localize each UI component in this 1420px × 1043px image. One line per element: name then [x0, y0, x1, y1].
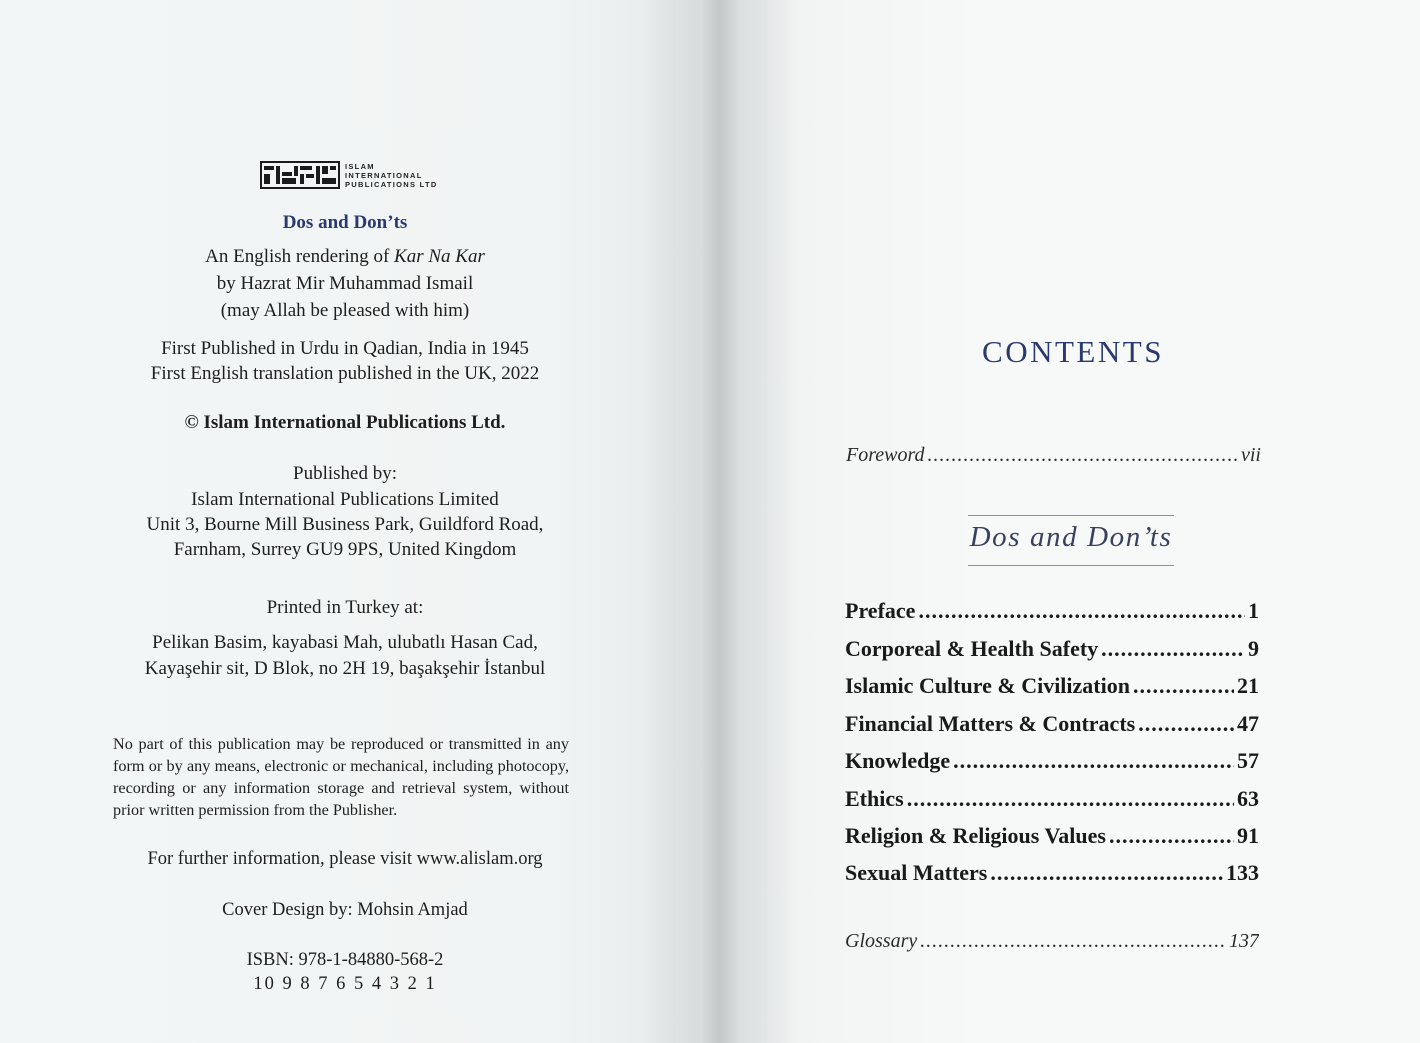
toc-entry-title: Corporeal & Health Safety — [845, 636, 1099, 661]
further-info: For further information, please visit www.alislam.org — [147, 849, 543, 869]
toc-entry-title: Financial Matters & Contracts — [845, 711, 1136, 736]
publisher-address-line: Farnham, Surrey GU9 9PS, United Kingdom — [173, 539, 517, 560]
dot-leader — [1109, 823, 1234, 849]
toc-entry-title: Preface — [845, 598, 916, 623]
dot-leader — [953, 748, 1234, 774]
publication-line: First English translation published in the UK, 2022 — [150, 363, 540, 384]
isbn: ISBN: 978-1-84880-568-2 — [246, 950, 444, 970]
dot-leader — [1133, 673, 1234, 699]
contents-heading: CONTENTS — [982, 334, 1164, 369]
toc-entry-page: 91 — [1237, 823, 1259, 848]
dot-leader — [1138, 711, 1234, 737]
toc-entry-page: 1 — [1248, 598, 1259, 623]
toc-entry-title: Knowledge — [845, 748, 951, 773]
subtitle-line: by Hazrat Mir Muhammad Ismail — [216, 273, 474, 294]
copyright-notice: © Islam International Publications Ltd. — [184, 412, 506, 433]
toc-entry-page: 133 — [1226, 860, 1259, 885]
logo-line: ISLAM — [345, 161, 375, 171]
printer-address-line: Pelikan Basim, kayabasi Mah, ulubatlı Hasan Cad, — [152, 632, 538, 653]
toc-entry-page: 57 — [1237, 748, 1259, 773]
work-title-italic: Kar Na Kar — [394, 246, 485, 267]
publisher-logo-text — [345, 162, 438, 189]
cover-design-credit: Cover Design by: Mohsin Amjad — [222, 900, 468, 920]
toc-entry-chapter[interactable] — [845, 636, 1259, 662]
dot-leader — [918, 598, 1245, 624]
toc-entry-title: Sexual Matters — [845, 860, 988, 885]
toc-entry-glossary[interactable] — [845, 930, 1259, 953]
toc-entry-chapter[interactable] — [845, 711, 1259, 737]
toc-entry-page: 63 — [1237, 786, 1259, 811]
publisher-logo-icon — [260, 160, 340, 190]
toc-entry-chapter[interactable] — [845, 823, 1259, 849]
toc-entry-page: 21 — [1237, 673, 1259, 698]
printed-in-label: Printed in Turkey at: — [266, 597, 424, 618]
published-by-label: Published by: — [293, 463, 397, 484]
dot-leader — [920, 930, 1226, 953]
printer-address-line: Kayaşehir sit, D Blok, no 2H 19, başakşehir İstanbul — [144, 658, 546, 679]
logo-line: PUBLICATIONS LTD — [345, 179, 438, 189]
publisher-address-line: Islam International Publications Limited — [191, 489, 499, 510]
publication-line: First Published in Urdu in Qadian, India in 1945 — [161, 338, 529, 359]
part-title-rule — [968, 565, 1174, 566]
toc-entry-chapter[interactable] — [845, 748, 1259, 774]
rights-notice: No part of this publication may be reproduced or transmitted in any form or by any means, electronic or mechanical, including photocopy, recording or any information storage and retrieval system, without prior written permission from the Publisher. — [113, 735, 569, 819]
part-title: Dos and Don’ts — [969, 521, 1173, 553]
book-title: Dos and Don’ts — [282, 212, 408, 233]
toc-entry-page: vii — [1241, 444, 1261, 466]
toc-entry-title: Religion & Religious Values — [845, 823, 1106, 848]
toc-entry-chapter[interactable] — [845, 860, 1259, 886]
dot-leader — [907, 786, 1234, 812]
subtitle-line: An English rendering of Kar Na Kar — [205, 246, 485, 267]
toc-entry-page: 137 — [1229, 930, 1259, 952]
toc-entry-chapter[interactable] — [845, 786, 1259, 812]
dot-leader — [990, 860, 1223, 886]
publisher-address-line: Unit 3, Bourne Mill Business Park, Guildford Road, — [146, 514, 544, 535]
part-title-rule — [968, 515, 1174, 516]
subtitle-line: (may Allah be pleased with him) — [220, 300, 470, 321]
toc-entry-chapter[interactable] — [845, 673, 1259, 699]
toc-entry-page: 9 — [1248, 636, 1259, 661]
toc-entry-foreword[interactable] — [846, 444, 1261, 467]
toc-entry-title: Ethics — [845, 786, 904, 811]
toc-entry-chapter[interactable] — [845, 598, 1259, 624]
dot-leader — [1101, 636, 1245, 662]
toc-entry-title: Foreword — [846, 444, 925, 466]
publisher-logo — [260, 160, 438, 190]
toc-entry-title: Islamic Culture & Civilization — [845, 673, 1130, 698]
toc-entry-title: Glossary — [845, 930, 918, 952]
print-line: 10 9 8 7 6 5 4 3 2 1 — [253, 974, 437, 994]
logo-line: INTERNATIONAL — [345, 170, 423, 180]
toc-entry-page: 47 — [1237, 711, 1259, 736]
dot-leader — [928, 444, 1238, 467]
